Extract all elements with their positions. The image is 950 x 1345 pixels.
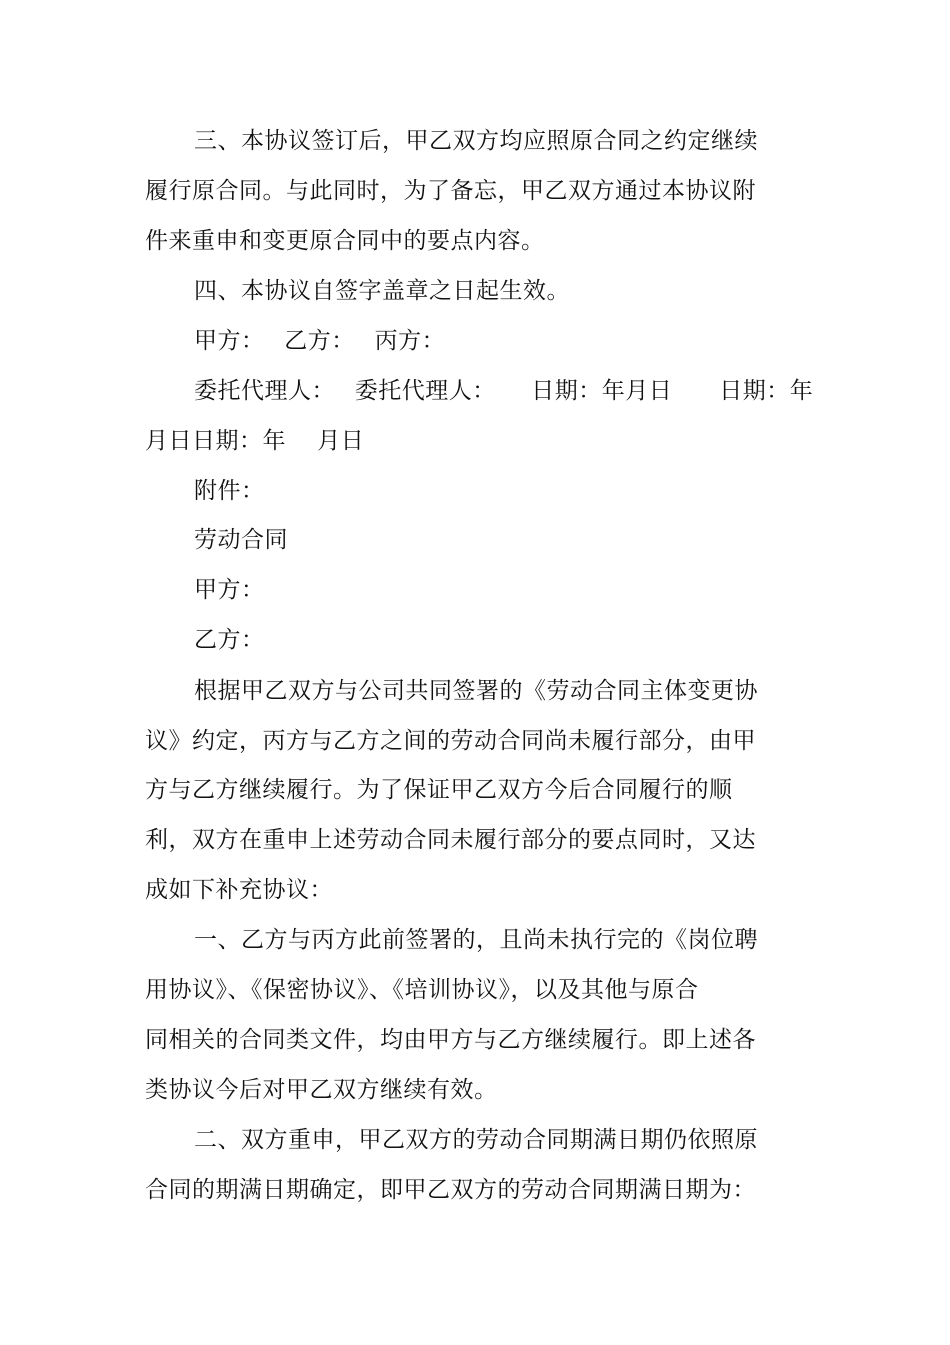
- paragraph-3-line-1: 三、本协议签订后，甲乙双方均应照原合同之约定继续: [194, 128, 758, 154]
- paragraph-3-line-2: 履行原合同。与此同时，为了备忘，甲乙双方通过本协议附: [145, 178, 756, 204]
- paragraph-3-line-3: 件来重申和变更原合同中的要点内容。: [145, 228, 545, 254]
- signature-agents-line-2: 月日日期：年 月日: [145, 428, 365, 454]
- clause-1-line-2: 用协议》、《保密协议》、《培训协议》，以及其他与原合: [145, 977, 699, 1003]
- party-b-label: 乙方：: [194, 627, 265, 653]
- clause-1-line-4: 类协议今后对甲乙双方继续有效。: [145, 1077, 498, 1103]
- paragraph-4: 四、本协议自签字盖章之日起生效。: [194, 278, 570, 304]
- signature-parties: 甲方： 乙方： 丙方：: [194, 328, 446, 354]
- party-a-label: 甲方：: [194, 577, 265, 603]
- clause-1-line-1: 一、乙方与丙方此前签署的，且尚未执行完的《岗位聘: [194, 927, 758, 953]
- attachment-title: 劳动合同: [194, 527, 288, 553]
- attachment-label: 附件：: [194, 478, 265, 504]
- intro-line-2: 议》约定，丙方与乙方之间的劳动合同尚未履行部分，由甲: [145, 728, 756, 754]
- clause-2-line-1: 二、双方重申，甲乙双方的劳动合同期满日期仍依照原: [194, 1127, 758, 1153]
- intro-line-1: 根据甲乙双方与公司共同签署的《劳动合同主体变更协: [194, 678, 758, 704]
- clause-2-line-2: 合同的期满日期确定，即甲乙双方的劳动合同期满日期为：: [145, 1177, 756, 1203]
- intro-line-3: 方与乙方继续履行。为了保证甲乙双方今后合同履行的顺: [145, 777, 733, 803]
- signature-agents-line-1: 委托代理人： 委托代理人： 日期：年月日 日期：年: [194, 378, 814, 404]
- intro-line-5: 成如下补充协议：: [145, 877, 333, 903]
- intro-line-4: 利，双方在重申上述劳动合同未履行部分的要点同时，又达: [145, 827, 756, 853]
- clause-1-line-3: 同相关的合同类文件，均由甲方与乙方继续履行。即上述各: [145, 1027, 756, 1053]
